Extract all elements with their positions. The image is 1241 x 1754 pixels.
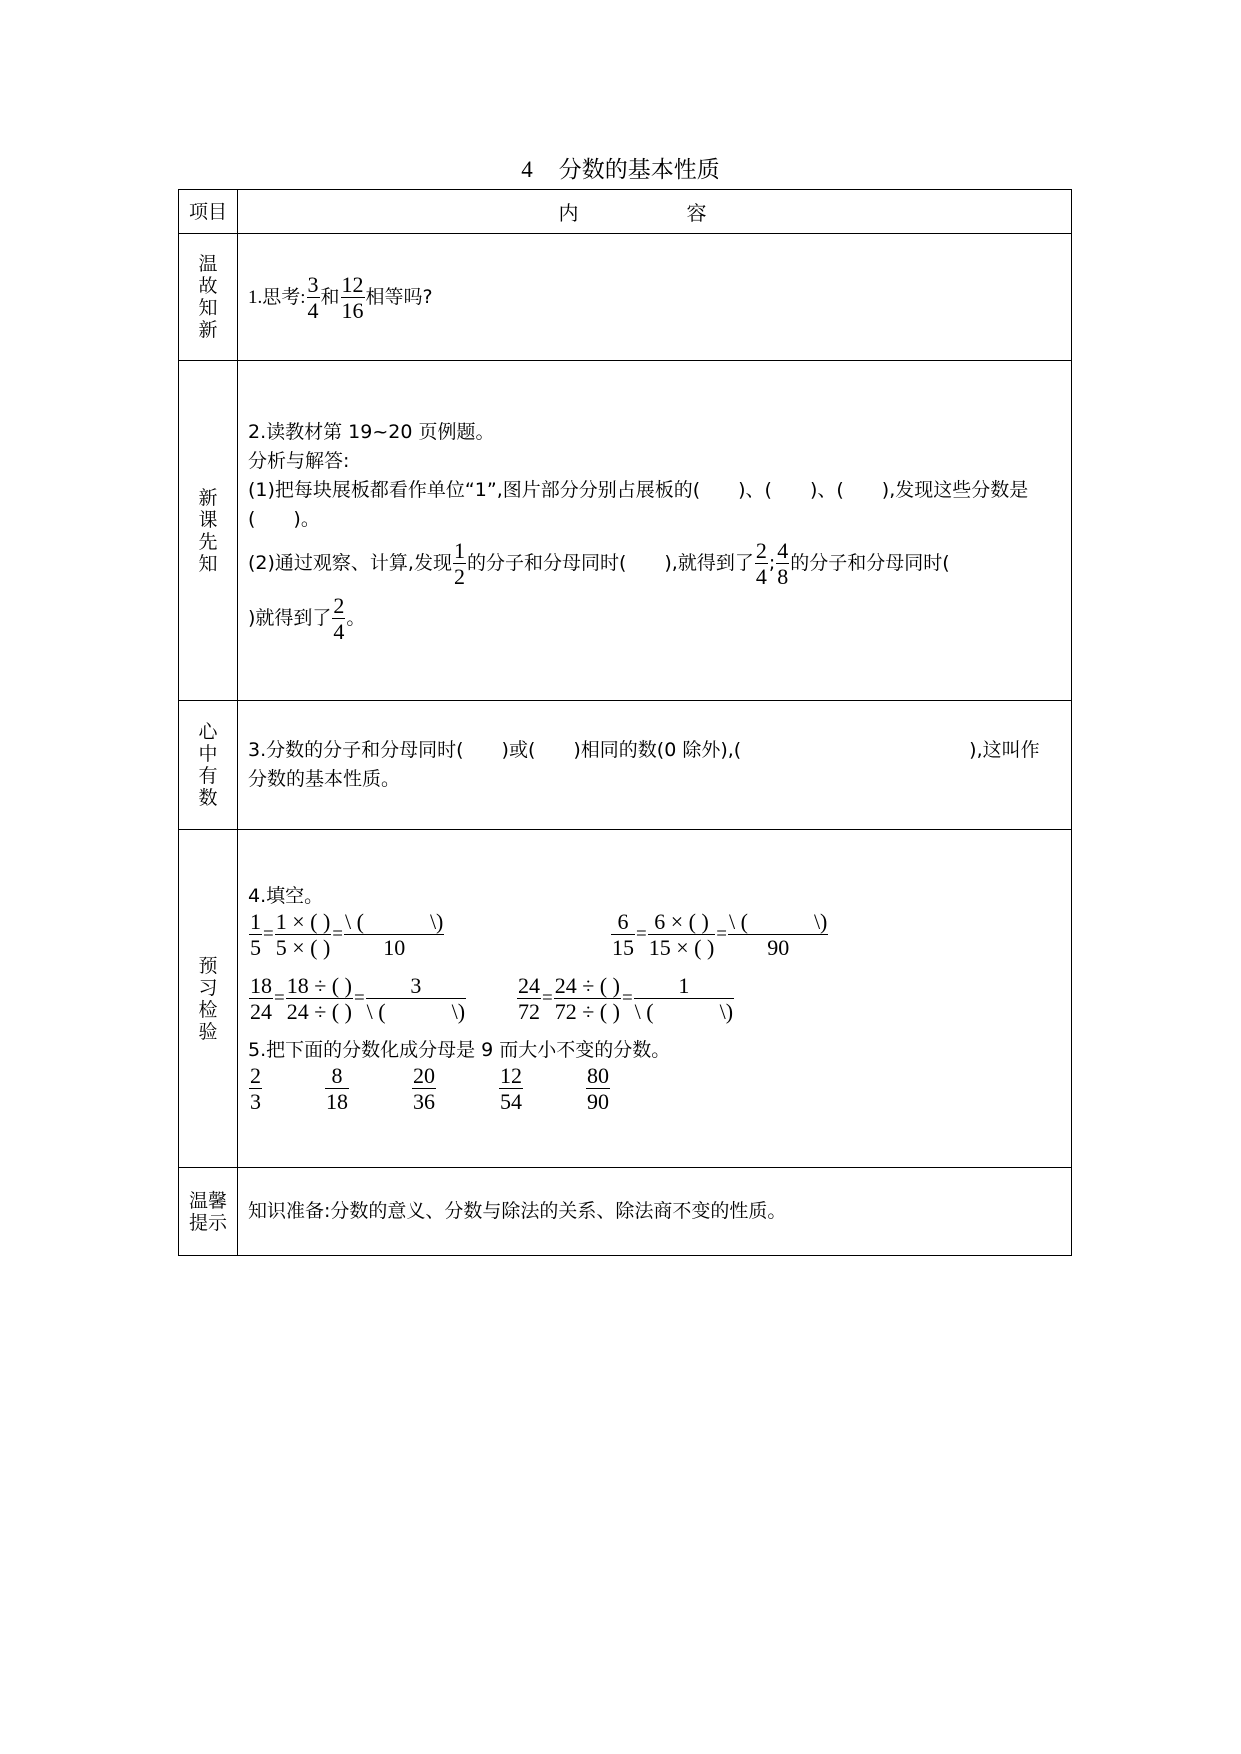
newlesson-content: [238, 361, 1072, 701]
tip-row: [179, 1168, 1072, 1256]
q4-item-4: $\frac{24}{72}$ = $\frac{24 \div ( )}{72 \div ( )}$ = $\frac{1}{\backslash ( \backslash)}$: [518, 973, 734, 1024]
preview-label: 预习检验: [179, 830, 238, 1168]
fraction-2-4: $\frac{2}{4}$: [755, 537, 767, 589]
keypoint-row: [179, 701, 1072, 830]
q5-fractions: [248, 1063, 1055, 1114]
keypoint-content: 3.分数的分子和分母同时( )或( )相同的数(0 除外),( ),这叫作分数的基本性质。: [238, 701, 1072, 830]
tip-content: 知识准备:分数的意义、分数与除法的关系、除法商不变的性质。: [238, 1168, 1072, 1256]
fraction-3-4: $\frac{3}{4}$: [307, 271, 319, 323]
q4-row-1: [248, 909, 1055, 973]
q4-item-3: $\frac{18}{24}$ = $\frac{18 \div ( )}{24 \div ( )}$ = $\frac{3}{\backslash ( \backslash)}$: [250, 973, 466, 1024]
keypoint-label: 心中有数: [179, 701, 238, 830]
q4-item-2: $\frac{6}{15}$ = $\frac{6 \times ( )}{15 \times ( )}$ = $\frac{\backslash ( \backslash)}{90}$: [612, 909, 828, 960]
q4-row-2: [248, 973, 1055, 1037]
q5-title: 5.把下面的分数化成分母是 9 而大小不变的分数。: [248, 1039, 671, 1061]
fraction-1-2: $\frac{1}{2}$: [453, 537, 465, 589]
section-number: 4: [521, 157, 533, 182]
review-content: [238, 234, 1072, 361]
q1-suffix: 相等吗?: [365, 285, 433, 308]
review-label: 温故知新: [179, 234, 238, 361]
q2-part3: )就得到了 $\frac{2}{4}$ 。: [248, 592, 366, 644]
q4-title: 4.填空。: [248, 885, 324, 907]
q2-part1: (1)把每块展板都看作单位“1”,图片部分分别占展板的( )、( )、( ),发现这些分数是( )。: [248, 478, 1029, 530]
newlesson-row: [179, 361, 1072, 701]
q1-mid: 和: [320, 285, 340, 308]
page-title: [0, 155, 1241, 185]
preview-content: [238, 830, 1072, 1168]
q5-fraction-5: $\frac{80}{90}$: [587, 1063, 609, 1114]
header-content: 内 容: [238, 190, 1072, 234]
fraction-12-16: $\frac{12}{16}$: [341, 271, 364, 323]
q2-line1: 2.读教材第 19~20 页例题。: [248, 420, 495, 443]
worksheet-table: [178, 189, 1072, 1256]
q5-fraction-2: $\frac{8}{18}$: [326, 1063, 348, 1114]
q2-part2: (2)通过观察、计算,发现 $\frac{1}{2}$ 的分子和分母同时( ),就得到了 $\frac{2}{4}$ ; $\frac{4}{8}$ 的分子和分母同时(: [248, 537, 950, 589]
q2-line2: 分析与解答:: [248, 449, 350, 472]
section-title: 分数的基本性质: [558, 157, 720, 183]
fraction-4-8: $\frac{4}{8}$: [777, 537, 789, 589]
q5-fraction-4: $\frac{12}{54}$: [500, 1063, 522, 1114]
header-row: [179, 190, 1072, 234]
header-item: 项目: [179, 190, 238, 234]
q5-fraction-1: $\frac{2}{3}$: [250, 1063, 261, 1114]
preview-row: [179, 830, 1072, 1168]
q1-prefix: 1.思考:: [248, 286, 306, 308]
fraction-2-4-b: $\frac{2}{4}$: [333, 592, 345, 644]
review-row: [179, 234, 1072, 361]
q4-item-1: $\frac{1}{5}$ = $\frac{1 \times ( )}{5 \times ( )}$ = $\frac{\backslash ( \backslash)}{10}$: [250, 909, 444, 960]
tip-label: 温馨提示: [179, 1168, 238, 1256]
q5-fraction-3: $\frac{20}{36}$: [413, 1063, 435, 1114]
newlesson-label: 新课先知: [179, 361, 238, 701]
